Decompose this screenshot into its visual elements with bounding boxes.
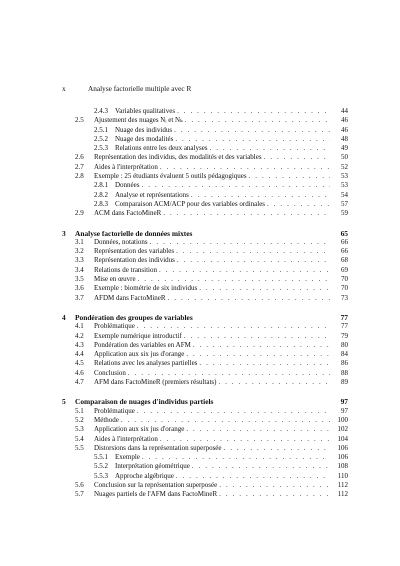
- toc-number: 4.3: [75, 340, 84, 349]
- toc-page-number: 88: [341, 368, 348, 377]
- toc-number: 4: [62, 312, 66, 322]
- toc-entry[interactable]: [62, 350, 348, 359]
- toc-entry[interactable]: [62, 200, 348, 209]
- toc-page-number: 68: [341, 256, 348, 265]
- toc-number: 5: [62, 397, 66, 407]
- toc-title: Analyse et représentations: [115, 190, 189, 199]
- toc-entry[interactable]: [62, 369, 348, 378]
- toc-number: 2.5: [75, 116, 84, 125]
- toc-page-number: 104: [337, 434, 348, 443]
- toc-leader-dots: [219, 490, 330, 499]
- toc-leader-dots: [210, 144, 330, 153]
- toc-entry[interactable]: [62, 107, 348, 116]
- toc-leader-dots: [192, 462, 330, 471]
- toc-entry[interactable]: [62, 332, 348, 341]
- toc-title: Application aux six jus d'orange: [94, 350, 185, 359]
- toc-number: 2.8.2: [94, 190, 108, 199]
- toc-title: Distorsions dans la représentation superposée: [94, 443, 222, 452]
- toc-number: 4.6: [75, 368, 84, 377]
- toc-entry[interactable]: [62, 209, 348, 218]
- toc-number: 5.4: [75, 434, 84, 443]
- toc-entry[interactable]: [62, 378, 348, 387]
- toc-number: 3.2: [75, 247, 84, 256]
- toc-entry[interactable]: [62, 444, 348, 453]
- toc-leader-dots: [138, 275, 330, 284]
- toc-page-number: 49: [341, 144, 348, 153]
- toc-number: 5.5.3: [94, 471, 108, 480]
- toc-page-number: 66: [341, 237, 348, 246]
- toc-number: 3.1: [75, 237, 84, 246]
- toc-leader-dots: [175, 135, 330, 144]
- toc-leader-dots: [199, 284, 330, 293]
- toc-title: Représentation des variables: [94, 247, 175, 256]
- toc-title: Données: [115, 181, 140, 190]
- toc-page-number: 102: [337, 425, 348, 434]
- chapter-spacer: [62, 219, 348, 229]
- toc-page-number: 80: [341, 340, 348, 349]
- toc-title: Nuages partiels de l'AFM dans FactoMineR: [94, 490, 218, 499]
- toc-title: Exemple: [115, 453, 140, 462]
- toc-title: Relations de transition: [94, 265, 157, 274]
- toc-page-number: 77: [340, 312, 348, 322]
- toc-number: 2.8.1: [94, 181, 108, 190]
- toc-page-number: 46: [341, 125, 348, 134]
- toc-leader-dots: [199, 359, 330, 368]
- toc-title: Problématique: [94, 322, 135, 331]
- toc-entry[interactable]: [62, 144, 348, 153]
- toc-title: AFM dans FactoMineR (premiers résultats): [94, 378, 217, 387]
- toc-entry[interactable]: [62, 416, 348, 425]
- toc-page-number: 46: [341, 116, 348, 125]
- toc-page-number: 112: [337, 480, 348, 489]
- toc-leader-dots: [264, 153, 330, 162]
- running-title: Analyse factorielle multiple avec R: [88, 84, 192, 93]
- toc-page-number: 77: [341, 322, 348, 331]
- toc-number: 4.1: [75, 322, 84, 331]
- toc-number: 3: [62, 228, 66, 238]
- toc-page-number: 100: [337, 415, 348, 424]
- toc-page-number: 52: [341, 162, 348, 171]
- toc-leader-dots: [121, 416, 330, 425]
- toc-entry[interactable]: [62, 472, 348, 481]
- toc-title: Problématique: [94, 406, 135, 415]
- toc-page-number: 86: [341, 359, 348, 368]
- toc-title: Nuage des individus: [115, 125, 173, 134]
- toc-entry[interactable]: [62, 407, 348, 416]
- toc-title: Relations avec les analyses partielles: [94, 359, 198, 368]
- toc-number: 2.5.1: [94, 125, 108, 134]
- toc-title: Méthode: [94, 415, 119, 424]
- toc-leader-dots: [191, 191, 330, 200]
- toc-entry[interactable]: [62, 284, 348, 293]
- toc-leader-dots: [186, 350, 330, 359]
- toc-title: ACM dans FactoMineR: [94, 209, 162, 218]
- toc-leader-dots: [267, 200, 330, 209]
- toc-page-number: 65: [340, 228, 348, 238]
- toc-title: Exemple : biométrie de six individus: [94, 284, 198, 293]
- toc-number: 3.3: [75, 256, 84, 265]
- toc-entry[interactable]: [62, 341, 348, 350]
- toc-title: Données, notations: [94, 237, 148, 246]
- toc-entry[interactable]: [62, 453, 348, 462]
- toc-title: Aides à l'interprétation: [94, 434, 158, 443]
- chapter-spacer: [62, 303, 348, 313]
- toc-page-number: 53: [341, 172, 348, 181]
- toc-leader-dots: [249, 172, 330, 181]
- toc-leader-dots: [168, 294, 330, 303]
- toc-entry[interactable]: [62, 266, 348, 275]
- toc-number: 4.2: [75, 331, 84, 340]
- toc-page-number: 44: [341, 107, 348, 115]
- toc-number: 4.7: [75, 378, 84, 387]
- toc-number: 2.6: [75, 153, 84, 162]
- toc-number: 5.2: [75, 415, 84, 424]
- toc-page-number: 70: [341, 284, 348, 293]
- page-number: x: [62, 84, 66, 93]
- toc-leader-dots: [128, 369, 330, 378]
- toc-entry[interactable]: [62, 126, 348, 135]
- toc-number: 3.5: [75, 275, 84, 284]
- toc-entry[interactable]: [62, 490, 348, 499]
- toc-title: Conclusion sur la représentation superposée: [94, 480, 218, 489]
- toc-leader-dots: [150, 238, 330, 247]
- toc-page-number: 70: [341, 275, 348, 284]
- toc-page-number: 73: [341, 293, 348, 302]
- toc-page-number: 89: [341, 378, 348, 387]
- toc-title: AFDM dans FactoMineR: [94, 293, 166, 302]
- toc-number: 2.7: [75, 162, 84, 171]
- toc-leader-dots: [159, 266, 330, 275]
- toc-page-number: 106: [337, 453, 348, 462]
- toc-entry[interactable]: [62, 322, 348, 331]
- toc-page-number: 66: [341, 247, 348, 256]
- toc-title: Exemple numérique introductif: [94, 331, 182, 340]
- toc-page-number: 54: [341, 190, 348, 199]
- toc-entry[interactable]: [62, 191, 348, 200]
- toc-entry[interactable]: [62, 238, 348, 247]
- toc-number: 3.4: [75, 265, 84, 274]
- toc-number: 5.3: [75, 425, 84, 434]
- toc-number: 2.8: [75, 172, 84, 181]
- toc-page-number: 97: [340, 397, 348, 407]
- toc-page-number: 69: [341, 265, 348, 274]
- toc-entry[interactable]: [62, 256, 348, 265]
- toc-title: Ajustement des nuages Nᵢ et Nₖ: [94, 116, 183, 125]
- toc-leader-dots: [176, 472, 330, 481]
- toc-title: Représentation des individus: [94, 256, 175, 265]
- toc-chapter-entry[interactable]: [62, 229, 348, 238]
- toc-chapter-entry[interactable]: [62, 313, 348, 322]
- toc-page-number: 110: [337, 471, 348, 480]
- toc-leader-dots: [193, 341, 330, 350]
- toc-entry[interactable]: [62, 481, 348, 490]
- toc-entry[interactable]: [62, 247, 348, 256]
- toc-entry[interactable]: [62, 181, 348, 190]
- toc-number: 5.5: [75, 443, 84, 452]
- toc-title: Variables qualitatives: [115, 107, 176, 115]
- toc-leader-dots: [142, 453, 330, 462]
- toc-leader-dots: [177, 256, 330, 265]
- toc-leader-dots: [163, 209, 330, 218]
- toc-title: Comparaison de nuages d'individus partiels: [75, 397, 214, 407]
- toc-number: 4.5: [75, 359, 84, 368]
- toc-number: 2.5.3: [94, 144, 108, 153]
- toc-title: Application aux six jus d'orange: [94, 425, 185, 434]
- toc-entry[interactable]: [62, 116, 348, 125]
- toc-entry[interactable]: [62, 294, 348, 303]
- toc-title: Nuage des modalités: [115, 134, 174, 143]
- table-of-contents: [62, 107, 348, 500]
- toc-leader-dots: [177, 107, 330, 116]
- toc-title: Analyse factorielle de données mixtes: [75, 228, 193, 238]
- toc-page-number: 50: [341, 153, 348, 162]
- toc-leader-dots: [185, 116, 330, 125]
- toc-number: 5.5.1: [94, 453, 108, 462]
- toc-title: Pondération des variables en AFM: [94, 340, 191, 349]
- toc-entry[interactable]: [62, 462, 348, 471]
- toc-title: Comparaison ACM/ACP pour des variables ordinales: [115, 199, 266, 208]
- toc-leader-dots: [142, 181, 331, 190]
- toc-number: 5.5.2: [94, 462, 108, 471]
- toc-page-number: 97: [341, 406, 348, 415]
- toc-entry[interactable]: [62, 163, 348, 172]
- toc-number: 2.8.3: [94, 199, 108, 208]
- toc-page-number: 84: [341, 350, 348, 359]
- toc-page-number: 48: [341, 134, 348, 143]
- toc-page-number: 57: [341, 199, 348, 208]
- toc-title: Relations entre les deux analyses: [115, 144, 208, 153]
- toc-page-number: 79: [341, 331, 348, 340]
- toc-title: Aides à l'interprétation: [94, 162, 158, 171]
- toc-entry[interactable]: [62, 153, 348, 162]
- toc-title: Représentation des individus, des modalités et des variables: [94, 153, 262, 162]
- toc-page-number: 112: [337, 490, 348, 499]
- toc-entry[interactable]: [62, 275, 348, 284]
- running-head: [62, 84, 346, 93]
- toc-number: 3.7: [75, 293, 84, 302]
- toc-entry[interactable]: [62, 135, 348, 144]
- toc-leader-dots: [137, 407, 330, 416]
- toc-title: Conclusion: [94, 368, 126, 377]
- toc-title: Mise en œuvre: [94, 275, 136, 284]
- toc-leader-dots: [174, 126, 330, 135]
- toc-leader-dots: [137, 322, 330, 331]
- toc-number: 4.4: [75, 350, 84, 359]
- toc-entry[interactable]: [62, 435, 348, 444]
- toc-leader-dots: [160, 435, 330, 444]
- chapter-spacer: [62, 387, 348, 397]
- toc-page-number: 108: [337, 462, 348, 471]
- toc-number: 3.6: [75, 284, 84, 293]
- toc-leader-dots: [219, 481, 330, 490]
- toc-entry[interactable]: [62, 425, 348, 434]
- toc-leader-dots: [176, 247, 330, 256]
- toc-chapter-entry[interactable]: [62, 397, 348, 406]
- toc-title: Pondération des groupes de variables: [75, 312, 193, 322]
- toc-leader-dots: [184, 332, 330, 341]
- toc-title: Exemple : 25 étudiants évaluent 5 outils pédagogiques: [94, 172, 247, 181]
- toc-leader-dots: [224, 444, 330, 453]
- toc-number: 2.4.3: [94, 107, 108, 115]
- toc-entry[interactable]: [62, 172, 348, 181]
- toc-entry[interactable]: [62, 359, 348, 368]
- toc-page-number: 106: [337, 443, 348, 452]
- toc-leader-dots: [186, 425, 330, 434]
- toc-title: Interprétation géométrique: [115, 462, 190, 471]
- toc-page-number: 53: [341, 181, 348, 190]
- toc-number: 2.9: [75, 209, 84, 218]
- toc-number: 5.1: [75, 406, 84, 415]
- toc-title: Approche algébrique: [115, 471, 174, 480]
- toc-number: 5.7: [75, 490, 84, 499]
- toc-leader-dots: [160, 163, 330, 172]
- toc-number: 2.5.2: [94, 134, 108, 143]
- toc-leader-dots: [218, 378, 330, 387]
- toc-number: 5.6: [75, 480, 84, 489]
- toc-page-number: 59: [341, 209, 348, 218]
